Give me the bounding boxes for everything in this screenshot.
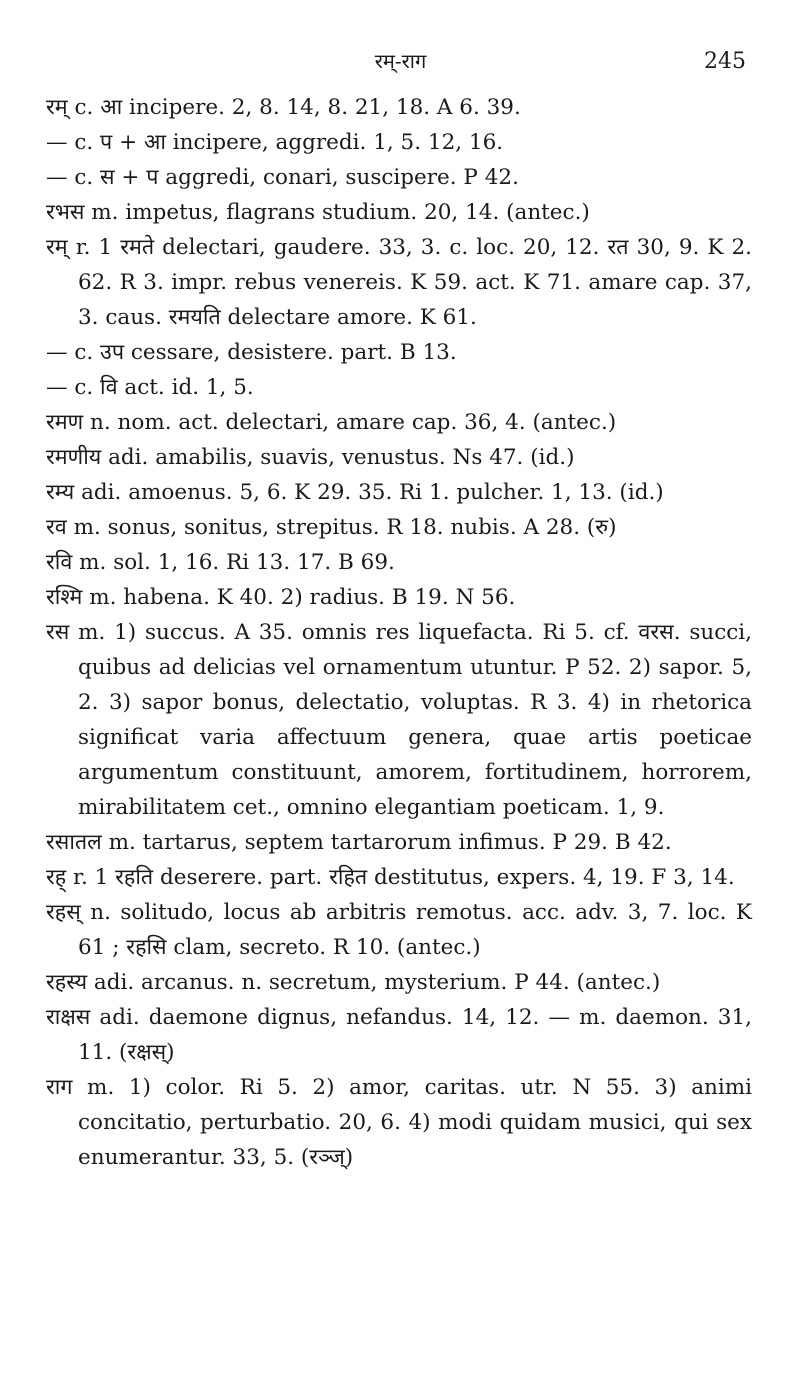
dictionary-entry: रमणीय adi. amabilis, suavis, venustus. Ns 47. (id.) <box>46 445 575 470</box>
dictionary-entry: रश्मि m. habena. K 40. 2) radius. B 19. N 56. <box>46 585 516 610</box>
dictionary-entry: रहस्य adi. arcanus. n. secretum, mysterium. P 44. (antec.) <box>46 970 661 995</box>
dictionary-entry: रभस m. impetus, flagrans studium. 20, 14. (antec.) <box>46 200 590 225</box>
dictionary-entry: रस m. 1) succus. A 35. omnis res liquefacta. Ri 5. cf. वरस. succi, quibus ad delicias vel ornamentum utuntur. P 52. 2) sapor. 5, 2. 3) sapor bonus, delectatio, voluptas. R 3. 4) in rhetorica significat varia affectuum genera, quae artis poeticae argumentum constituunt, amorem, fortitudinem, horrorem, mirabilitatem cet., omnino elegantiam poeticam. 1, 9. <box>46 620 752 820</box>
dictionary-entry: रसातल m. tartarus, septem tartarorum infimus. P 29. B 42. <box>46 830 672 855</box>
page-number: 245 <box>704 49 746 74</box>
dictionary-entry: — c. स + प aggredi, conari, suscipere. P 42. <box>46 165 519 190</box>
dictionary-entry: रमण n. nom. act. delectari, amare cap. 36, 4. (antec.) <box>46 410 617 435</box>
dictionary-entry: — c. वि act. id. 1, 5. <box>46 375 254 400</box>
dictionary-entry: रवि m. sol. 1, 16. Ri 13. 17. B 69. <box>46 550 395 575</box>
dictionary-entry: रम् r. 1 रमते delectari, gaudere. 33, 3. c. loc. 20, 12. रत 30, 9. K 2. 62. R 3. impr. rebus venereis. K 59. act. K 71. amare cap. 37, 3. caus. रमयति delectare amore. K 61. <box>46 235 752 330</box>
dictionary-entry: राक्षस adi. daemone dignus, nefandus. 14, 12. — m. daemon. 31, 11. (रक्षस्) <box>46 1005 752 1065</box>
dictionary-entry: — c. उप cessare, desistere. part. B 13. <box>46 340 457 365</box>
dictionary-entry: रहस् n. solitudo, locus ab arbitris remotus. acc. adv. 3, 7. loc. K 61 ; रहसि clam, secreto. R 10. (antec.) <box>46 900 752 960</box>
dictionary-entry: रव m. sonus, sonitus, strepitus. R 18. nubis. A 28. (रु) <box>46 515 617 540</box>
dictionary-entry: — c. प + आ incipere, aggredi. 1, 5. 12, 16. <box>46 130 504 155</box>
dictionary-entry: राग m. 1) color. Ri 5. 2) amor, caritas. utr. N 55. 3) animi concitatio, perturbatio. 20, 6. 4) modi quidam musici, qui sex enumerantur. 33, 5. (रञ्ज्) <box>46 1075 752 1170</box>
dictionary-entry: रह् r. 1 रहति deserere. part. रहित destitutus, expers. 4, 19. F 3, 14. <box>46 865 735 890</box>
header-title: रम्-राग <box>374 49 427 73</box>
dictionary-entries <box>46 90 752 1175</box>
dictionary-entry: रम्य adi. amoenus. 5, 6. K 29. 35. Ri 1. pulcher. 1, 13. (id.) <box>46 480 664 505</box>
running-head <box>0 44 801 80</box>
dictionary-entry: रम् c. आ incipere. 2, 8. 14, 8. 21, 18. A 6. 39. <box>46 95 521 120</box>
